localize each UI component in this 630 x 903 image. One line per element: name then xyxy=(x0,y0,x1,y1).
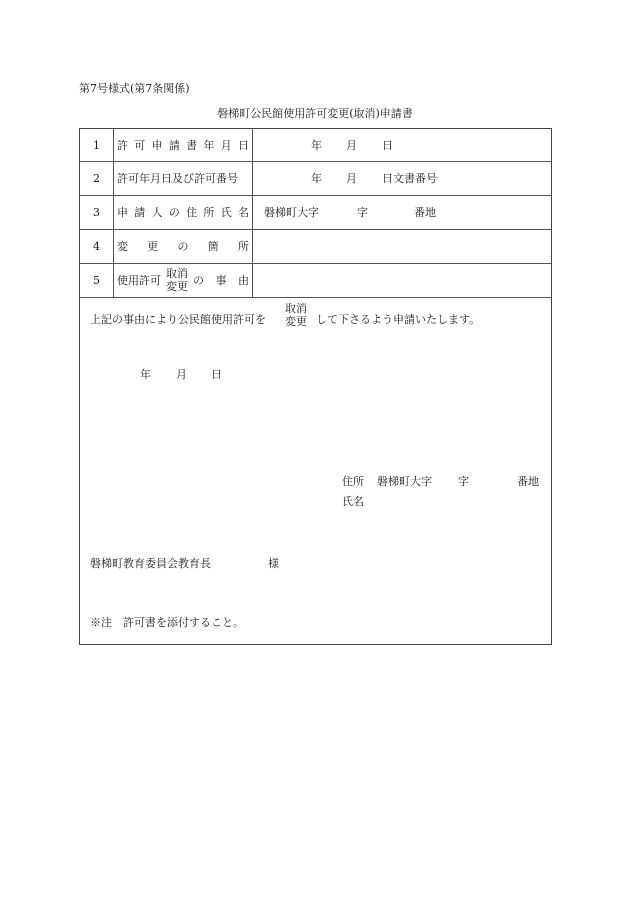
value-aza: 字 xyxy=(357,206,368,219)
row-divider xyxy=(80,195,551,196)
document-title: 磐梯町公民館使用許可変更(取消)申請書 xyxy=(217,107,413,120)
request-text-pre: 上記の事由により公民館使用許可を xyxy=(90,313,266,326)
label-cancel-change-stack: 取消 変更 xyxy=(166,267,188,293)
form-number: 第7号様式(第7条関係) xyxy=(79,82,190,95)
request-cancel-change-stack: 取消 変更 xyxy=(285,302,307,328)
name-label: 氏名 xyxy=(342,495,364,508)
label-applicant-address-name: 申 請 人 の 住 所 氏 名 xyxy=(117,206,249,219)
row-divider xyxy=(80,297,551,298)
address-label: 住所 xyxy=(342,475,364,488)
request-text-post: して下さるよう申請いたします。 xyxy=(316,313,481,326)
date-day: 日 xyxy=(211,368,222,381)
date-month: 月 xyxy=(176,368,187,381)
note: ※注 許可書を添付すること。 xyxy=(90,616,244,629)
row-divider xyxy=(80,229,551,230)
row-divider xyxy=(80,263,551,264)
value-month: 月 xyxy=(346,172,357,185)
label-permit-date-number: 許可年月日及び許可番号 xyxy=(117,172,238,185)
application-form xyxy=(79,128,552,645)
value-month: 月 xyxy=(346,139,357,152)
value-year: 年 xyxy=(311,139,322,152)
label-changed-part: 変 更 の 箇 所 xyxy=(117,240,249,253)
address-aza: 字 xyxy=(458,475,469,488)
honorific: 様 xyxy=(268,557,279,570)
value-oaza: 磐梯町大字 xyxy=(264,206,319,219)
column-divider xyxy=(252,129,253,297)
address-oaza: 磐梯町大字 xyxy=(377,475,432,488)
addressee: 磐梯町教育委員会教育長 xyxy=(90,557,211,570)
value-year: 年 xyxy=(311,172,322,185)
value-banchi: 番地 xyxy=(414,206,436,219)
row-number-3: 3 xyxy=(93,206,100,219)
value-day-doc-number: 日文書番号 xyxy=(382,172,437,185)
row-divider xyxy=(80,161,551,162)
column-divider xyxy=(113,129,114,297)
row-number-5: 5 xyxy=(93,274,100,287)
date-year: 年 xyxy=(140,368,151,381)
row-number-4: 4 xyxy=(93,240,100,253)
address-banchi: 番地 xyxy=(517,475,539,488)
row-number-1: 1 xyxy=(93,139,100,152)
value-day: 日 xyxy=(382,139,393,152)
label-permit: 使用許可 xyxy=(117,274,161,287)
label-reason: の 事 由 xyxy=(193,274,249,287)
row-number-2: 2 xyxy=(93,172,100,185)
label-application-date: 許 可 申 請 書 年 月 日 xyxy=(117,139,249,152)
